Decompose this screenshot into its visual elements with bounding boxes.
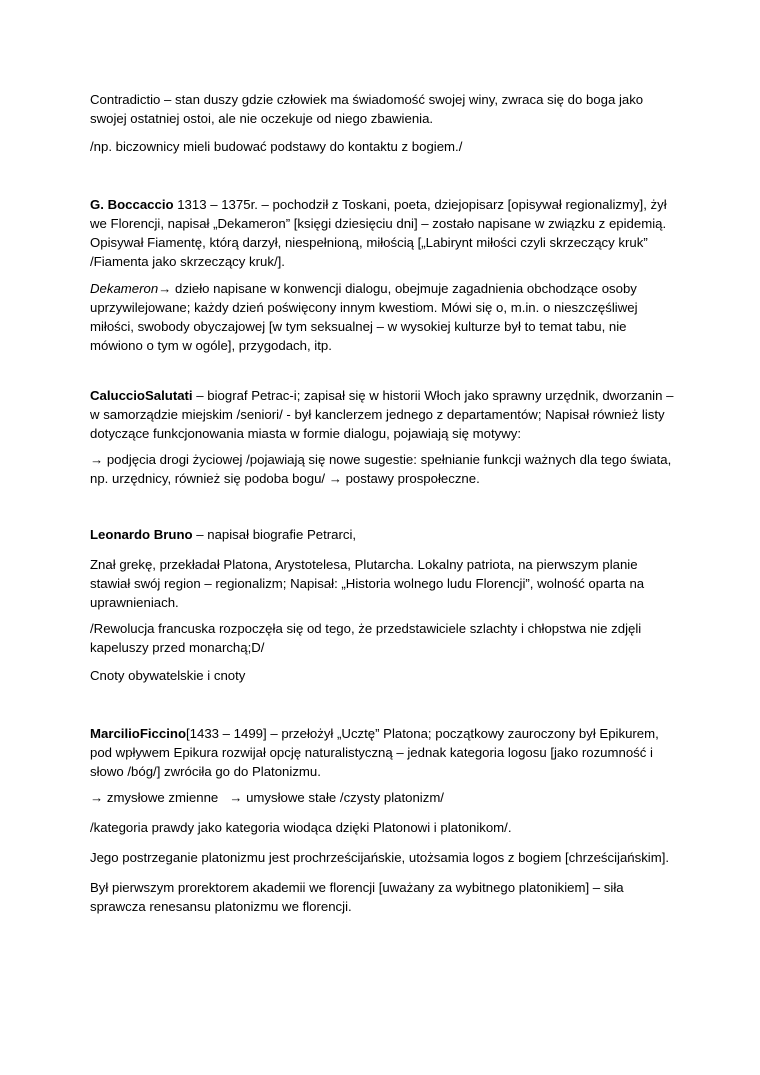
paragraph-boccaccio [90, 195, 680, 271]
paragraph-bruno-details [90, 555, 680, 612]
paragraph-text: → podjęcia drogi życiowej /pojawiają się nowe sugestie: spełnianie funkcji ważnych dla tego świata, np. urzędnicy, również się podoba bogu/ → postawy prospołeczne. [90, 452, 672, 486]
paragraph-civic-virtues [90, 666, 680, 685]
paragraph-text: → zmysłowe zmienne → umysłowe stałe /czysty platonizm/ [90, 790, 444, 805]
paragraph-salutati [90, 386, 680, 443]
person-name-ficino: MarcilioFiccino [90, 726, 186, 741]
paragraph-contradictio [90, 90, 680, 128]
paragraph-text: [1433 – 1499] – przełożył „Ucztę” Platona; początkowy zauroczony był Epikurem, pod wpływem Epikura rozwijał opcję naturalistyczną – jednak kategoria logosu [jako rozumność i słowo /bóg/] zwróciła go do Platonizmu. [90, 726, 659, 779]
paragraph-text: – napisał biografie Petrarci, [192, 527, 357, 542]
paragraph-truth-category [90, 818, 680, 837]
paragraph-text: /Rewolucja francuska rozpoczęła się od tego, że przedstawiciele szlachty i chłopstwa nie zdjęli kapeluszy przed monarchą;D/ [90, 621, 642, 655]
person-name-salutati: CaluccioSalutati [90, 388, 193, 403]
paragraph-french-revolution-note [90, 619, 680, 657]
paragraph-text: – biograf Petrac-i; zapisał się w historii Włoch jako sprawny urzędnik, dworzanin – w samorządzie miejskim /seniori/ - był kanclerzem jednego z departamentów; Napisał również listy dotyczące funkcjonowania miasta w formie dialogu, pojawiają się motywy: [90, 388, 674, 441]
paragraph-motives [90, 450, 680, 488]
paragraph-text: Był pierwszym prorektorem akademii we florencji [uważany za wybitnego platonikiem] – siła sprawcza renesansu platonizmu we florencji. [90, 880, 624, 914]
paragraph-sensory-vs-mental [90, 788, 680, 807]
work-title-dekameron: Dekameron [90, 281, 159, 296]
paragraph-bruno [90, 525, 680, 544]
person-name-bruno: Leonardo Bruno [90, 527, 193, 542]
paragraph-text: 1313 – 1375r. – pochodził z Toskani, poeta, dziejopisarz [opisywał regionalizmy], żył we Florencji, napisał „Dekameron” [księgi dziesięciu dni] – zostało napisane w związku z epidemią. Opisywał Fiamentę, którą darzył, niespełnioną, miłością [„Labirynt miłości czyli skrzeczący kruk” /Fiamenta jako skrzeczący kruk/]. [90, 197, 667, 269]
paragraph-text: Cnoty obywatelskie i cnoty [90, 668, 246, 683]
paragraph-text: /np. biczownicy mieli budować podstawy do kontaktu z bogiem./ [90, 139, 463, 154]
paragraph-text: → dzieło napisane w konwencji dialogu, obejmuje zagadnienia obchodzące osoby uprzywilejowane; każdy dzień poświęcony innym kwestiom. Mówi się o, m.in. o nieszczęśliwej miłości, swobody obyczajowej [w tym seksualnej – w wysokiej kulturze był to temat tabu, nie mówiono o tym w ogóle], przygodach, itp. [90, 281, 638, 353]
paragraph-text: /kategoria prawdy jako kategoria wiodąca dzięki Platonowi i platonikom/. [90, 820, 512, 835]
paragraph-biczownicy-note [90, 137, 680, 156]
paragraph-dekameron [90, 279, 680, 355]
paragraph-christian-platonism [90, 848, 680, 867]
paragraph-text: Jego postrzeganie platonizmu jest prochrześcijańskie, utożsamia logos z bogiem [chrześcijańskim]. [90, 850, 670, 865]
paragraph-text: Znał grekę, przekładał Platona, Arystotelesa, Plutarcha. Lokalny patriota, na pierwszym planie stawiał swój region – regionalizm; Napisał: „Historia wolnego ludu Florencji”, wolność oparta na uprawnieniach. [90, 557, 645, 610]
paragraph-text: Contradictio – stan duszy gdzie człowiek ma świadomość swojej winy, zwraca się do boga jako swojej ostatniej ostoi, ale nie oczekuje od niego zbawienia. [90, 92, 644, 126]
paragraph-ficino [90, 724, 680, 781]
person-name-boccaccio: G. Boccaccio [90, 197, 174, 212]
paragraph-prorector [90, 878, 680, 916]
